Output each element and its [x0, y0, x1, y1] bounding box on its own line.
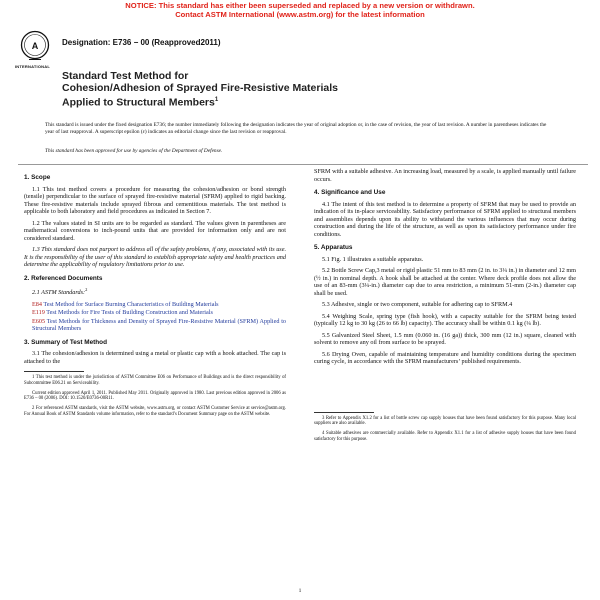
- title-line-3: Applied to Structural Members: [62, 96, 215, 109]
- supersede-notice: [0, 0, 600, 19]
- ref-code[interactable]: E119: [32, 309, 45, 317]
- para-5-2: 5.2 Bottle Screw Cap,3 metal or rigid plastic 51 mm to 83 mm (2 in. to 3¼ in.) in diameter and 12 mm (½ in.) in nominal depth. A hook shall be attached at the center. Where deck profile does not allow the use of an 83-mm (3¼-in.) diameter cap due to area restriction, a minimum 51-mm (2-in.) diameter cap shall be used.: [314, 267, 576, 297]
- section-2-heading: 2. Referenced Documents: [24, 274, 103, 282]
- title-line-2: Cohesion/Adhesion of Sprayed Fire-Resistive Materials: [62, 82, 338, 94]
- header-divider: [18, 164, 588, 165]
- left-column: [24, 168, 286, 422]
- svg-text:A: A: [31, 41, 39, 51]
- section-1-heading: 1. Scope: [24, 174, 51, 181]
- astm-logo-icon: [20, 30, 50, 64]
- logo-org-label: INTERNATIONAL: [15, 64, 50, 69]
- right-column: [314, 168, 576, 447]
- section-5-heading: 5. Apparatus: [314, 244, 353, 251]
- issued-statement: This standard is issued under the fixed designation E736; the number immediately following the designation indicates the year of original adoption or, in the case of revision, the year of last revision. A number in parentheses indicates the year of last reapproval. A superscript epsilon (ε) indicates an editorial change since the last revision or reapproval.: [45, 122, 547, 135]
- designation: Designation: E736 − 00 (Reapproved2011): [62, 38, 221, 47]
- para-5-6: 5.6 Drying Oven, capable of maintaining temperature and humidity conditions during the specimen curing cycle, in accordance with the SFRM manufacturers’ published requirements.: [314, 350, 576, 365]
- ref-item-e84[interactable]: [32, 301, 286, 309]
- para-2-1: 2.1 ASTM Standards:: [32, 289, 86, 297]
- footnote-1-edition: Current edition approved April 1, 2011. Published May 2011. Originally approved in 1980. Last previous edition approved in 2006 as E736 – 00 (2006). DOI: 10.1520/E0736-00R11.: [24, 390, 286, 402]
- footnote-4: 4 Suitable adhesives are commercially available. Refer to Appendix X1.1 for a list of adhesive supply houses that have been found satisfactory for this purpose.: [314, 431, 576, 442]
- para-5-3: 5.3 Adhesive, single or two component, suitable for adhering cap to SFRM.4: [322, 301, 513, 308]
- para-2-1-footnote-mark: 2: [85, 287, 88, 292]
- footnote-1: 1 This test method is under the jurisdiction of ASTM Committee E06 on Performance of Buildings and is the direct responsibility of Subcommittee E06.21 on Serviceability.: [24, 375, 286, 386]
- footnote-divider: [24, 371, 84, 372]
- title-line-1: Standard Test Method for: [62, 70, 189, 82]
- para-1-2: 1.2 The values stated in SI units are to be regarded as standard. The values given in parentheses are mathematical conversions to inch-pound units that are provided for information only and are not considered standard.: [24, 219, 286, 242]
- section-3-heading: 3. Summary of Test Method: [24, 338, 107, 346]
- ref-code[interactable]: E605: [32, 317, 46, 325]
- page-number: 1: [298, 588, 302, 594]
- footnote-2: 2 For referenced ASTM standards, visit the ASTM website, www.astm.org, or contact ASTM Customer Service at service@astm.org. For Annual Book of ASTM Standards volume information, refer to the standard’s Document Summary page on the ASTM website.: [24, 406, 286, 418]
- notice-line-1: NOTICE: This standard has either been superseded and replaced by a new version or withdrawn.: [125, 1, 475, 10]
- ref-title[interactable]: Test Methods for Thickness and Density of Sprayed Fire-Resistive Material (SFRM) Applied to Structural Members: [32, 317, 287, 333]
- notice-line-2: Contact ASTM International (www.astm.org) for the latest information: [175, 10, 425, 19]
- para-5-4: 5.4 Weighing Scale, spring type (fish hook), with a capacity suitable for the SFRM being tested (typically 12 kg to 30 kg (26 to 66 lb) capacity). The accuracy shall be within 0.1 kg (¼ lb).: [314, 312, 576, 327]
- ref-item-e119[interactable]: [32, 309, 286, 317]
- ref-code[interactable]: E84: [32, 300, 42, 308]
- title-footnote-mark: 1: [214, 97, 219, 103]
- ref-title[interactable]: Test Method for Surface Burning Characteristics of Building Materials: [43, 300, 219, 308]
- ref-title[interactable]: Test Methods for Fire Tests of Building Construction and Materials: [46, 309, 213, 317]
- para-4-1: 4.1 The intent of this test method is to determine a property of SFRM that may be used to provide an indication of its in-place serviceability. Satisfactory performance of SFRM applied to structural members and assemblies depends upon its ability to withstand the various influences that may occur during construction and during the life of the structure, as well as upon its satisfactory performance under fire conditions.: [314, 200, 576, 238]
- ref-item-e605[interactable]: [32, 318, 286, 333]
- para-3-1: 3.1 The cohesion/adhesion is determined using a metal or plastic cap with a hook attached. The cap is attached to the: [24, 350, 286, 365]
- para-5-5: 5.5 Galvanized Steel Sheet, 1.5 mm (0.060 in. (16 ga)) thick, 300 mm (12 in.) square, cleaned with solvent to remove any oil from surface to be sprayed.: [314, 331, 576, 346]
- title-block: [62, 70, 492, 109]
- para-3-1-continued: SFRM with a suitable adhesive. An increasing load, measured by a scale, is applied manually until failure occurs.: [314, 168, 576, 183]
- para-1-3: 1.3 This standard does not purport to address all of the safety problems, if any, associated with its use. It is the responsibility of the user of this standard to establish appropriate safety and health practices and determine the applicability of regulatory limitations prior to use.: [24, 246, 286, 268]
- para-1-1: 1.1 This test method covers a procedure for measuring the cohesion/adhesion or bond strength (tensile) perpendicular to the surface of sprayed fire-resistive material (SFRM) applied to rigid backing. These fire-resistive materials include sprayed fibrous and cementitious materials. The test method is applicable to both laboratory and field procedures as indicated in Section 7.: [24, 185, 286, 215]
- footnote-3: 3 Refer to Appendix X1.2 for a list of bottle screw cap supply houses that have been found satisfactory for this purpose. Many local suppliers are also available.: [314, 415, 576, 427]
- footnote-divider: [314, 412, 374, 413]
- dod-approval-statement: This standard has been approved for use by agencies of the Department of Defense.: [45, 148, 223, 154]
- para-5-1: 5.1 Fig. 1 illustrates a suitable apparatus.: [322, 255, 424, 263]
- section-4-heading: 4. Significance and Use: [314, 189, 386, 196]
